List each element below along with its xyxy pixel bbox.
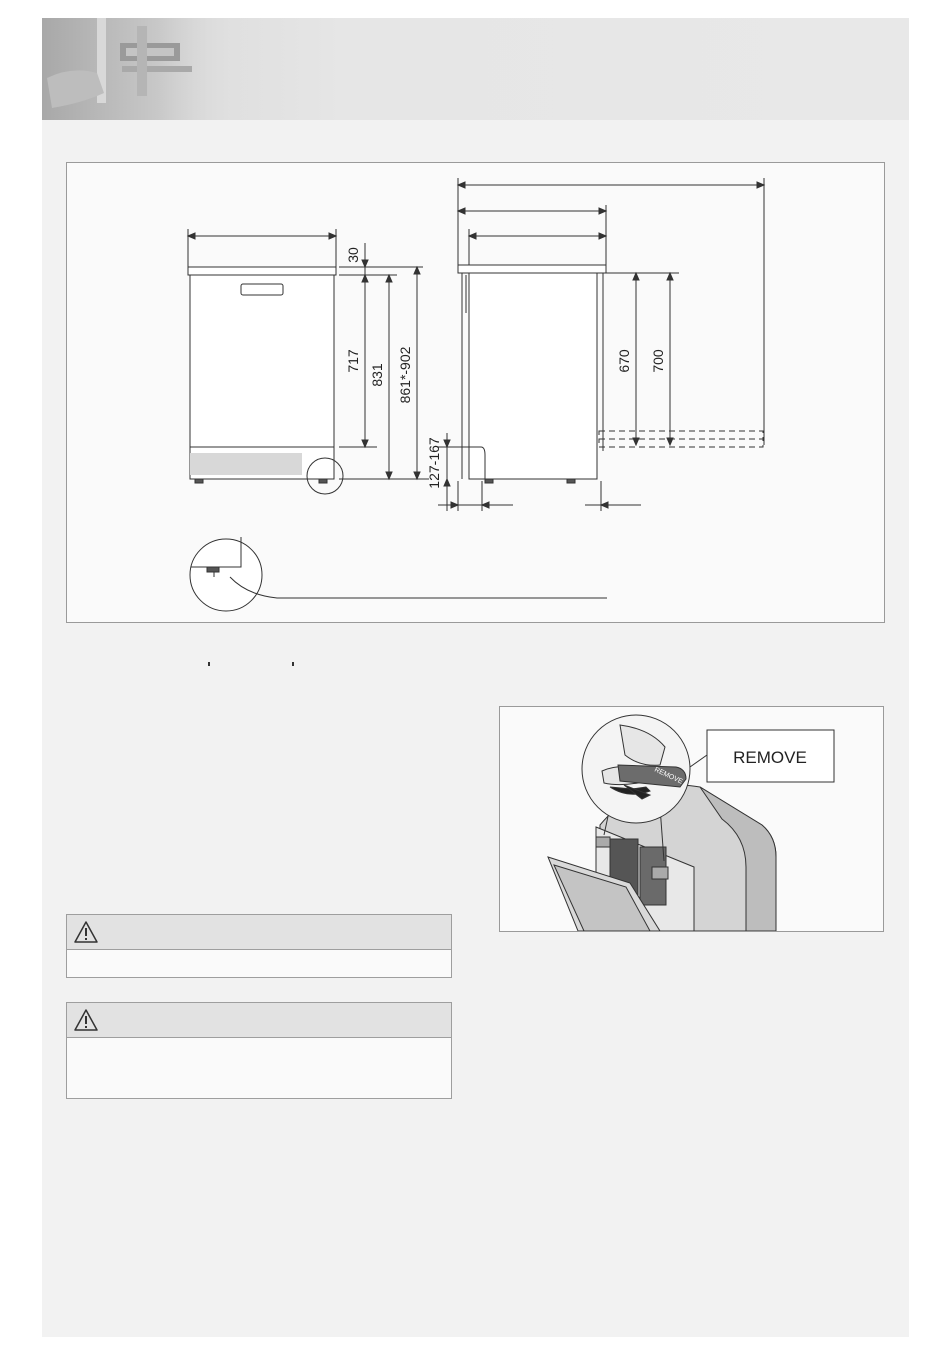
dim-side-height-b: 700 (650, 349, 666, 373)
remove-illustration-box (499, 706, 884, 932)
warning-box-1 (66, 914, 452, 978)
dimension-drawing (67, 163, 884, 622)
dim-body-height: 831 (369, 363, 385, 387)
warning-triangle-icon (73, 919, 99, 945)
warning-body (67, 950, 451, 976)
remove-illustration (500, 707, 883, 931)
dim-inner-height: 717 (345, 349, 361, 373)
warning-header (67, 915, 451, 950)
tick-mark (292, 662, 294, 666)
dim-plinth-range: 127-167 (426, 437, 442, 489)
warning-body (67, 1038, 451, 1096)
dimension-drawing-box (66, 162, 885, 623)
tick-mark (208, 662, 210, 666)
remove-tag-text: REMOVE (653, 766, 684, 786)
dim-side-height-a: 670 (616, 349, 632, 373)
header-band (42, 18, 909, 120)
warning-box-2 (66, 1002, 452, 1099)
dim-top-thickness: 30 (345, 247, 361, 263)
warning-header (67, 1003, 451, 1038)
page (42, 18, 909, 1337)
dim-total-height: 861*-902 (397, 346, 413, 404)
header-photo (42, 18, 252, 120)
remove-label: REMOVE (733, 748, 807, 767)
warning-triangle-icon (73, 1007, 99, 1033)
